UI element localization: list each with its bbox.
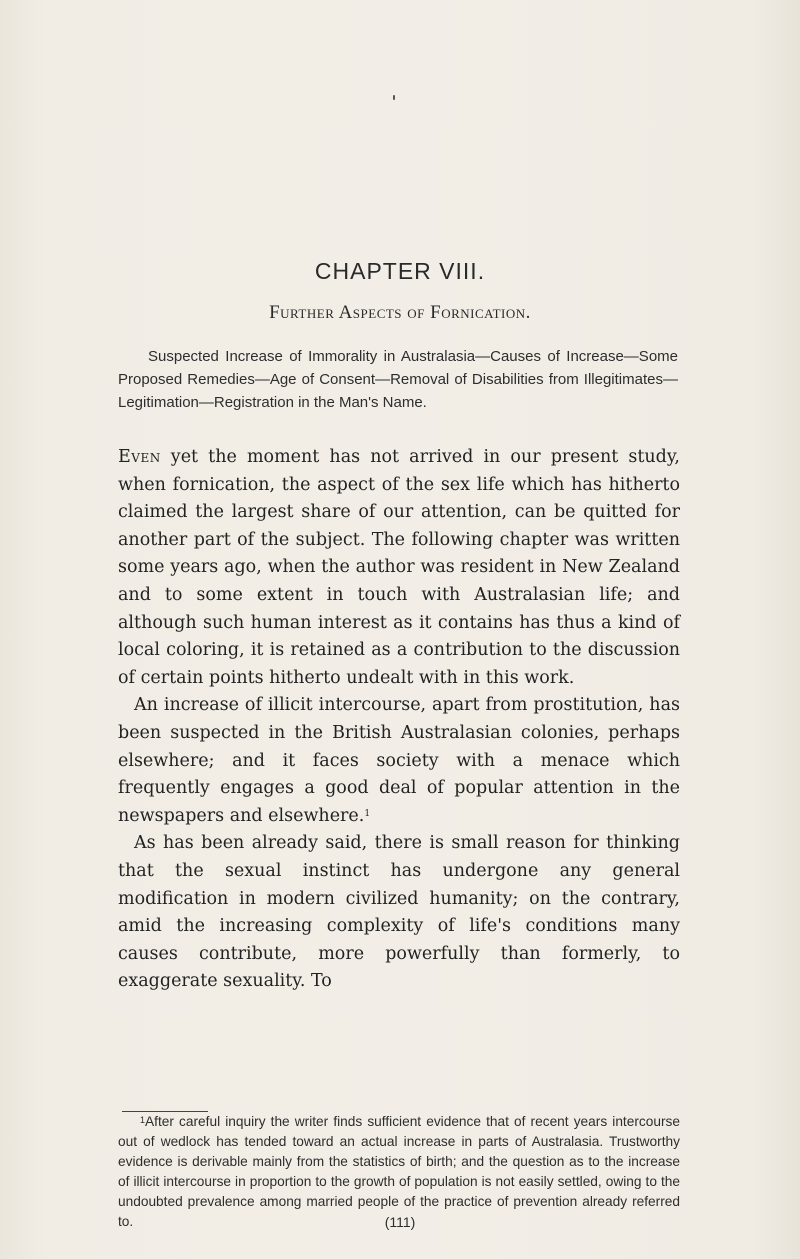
page-speck: [393, 95, 395, 100]
page-number: (111): [384, 1214, 416, 1230]
chapter-synopsis: Suspected Increase of Immorality in Australasia—Causes of Increase—Some Proposed Remedies—Age of Consent—Removal of Disabilities from Illegitimates—Legitimation—Registration in the Man's Name.: [118, 348, 678, 411]
footnote-marker: 1: [140, 1115, 146, 1125]
paragraph-1-text: yet the moment has not arrived in our present study, when fornication, the aspect of the sex life which has hitherto claimed the largest share of our attention, can be quitted for another part of the subject. The following chapter was written some years ago, when the author was resident in New Zealand and to some extent in touch with Australasian life; and although such human interest as it contains has thus a kind of local coloring, it is retained as a contribution to the discussion of certain points hitherto undealt with in this work.: [118, 447, 680, 688]
footnote-text: After careful inquiry the writer finds sufficient evidence that of recent years intercourse out of wedlock has tended toward an actual increase in parts of Australasia. Trustworthy evidence is derivable mainly from the statistics of birth; and the question as to the increase of illicit intercourse in proportion to the growth of population is not easily settled, owing to the undoubted prevalence among married people of the practice of prevention already referred to.: [118, 1114, 680, 1229]
chapter-subtitle: Further Aspects of Fornication.: [269, 302, 531, 323]
paragraph-2: [118, 692, 680, 830]
paragraph-1-lead: Even: [118, 447, 161, 467]
body-text: [118, 444, 680, 996]
paragraph-3: [118, 830, 680, 996]
footnote-reference: 1: [364, 808, 371, 819]
chapter-heading: CHAPTER VIII.: [314, 258, 486, 284]
paragraph-2-text: An increase of illicit intercourse, apart from prostitution, has been suspected in the British Australasian colonies, perhaps elsewhere; and it faces society with a menace which frequently engages a good deal of popular attention in the newspapers and elsewhere.: [118, 695, 680, 826]
paragraph-1: [118, 444, 680, 692]
paragraph-3-text: As has been already said, there is small reason for thinking that the sexual instinct has undergone any general modification in modern civilized humanity; on the contrary, amid the increasing complexity of life's conditions many causes contribute, more powerfully than formerly, to exaggerate sexuality. To: [118, 833, 680, 992]
